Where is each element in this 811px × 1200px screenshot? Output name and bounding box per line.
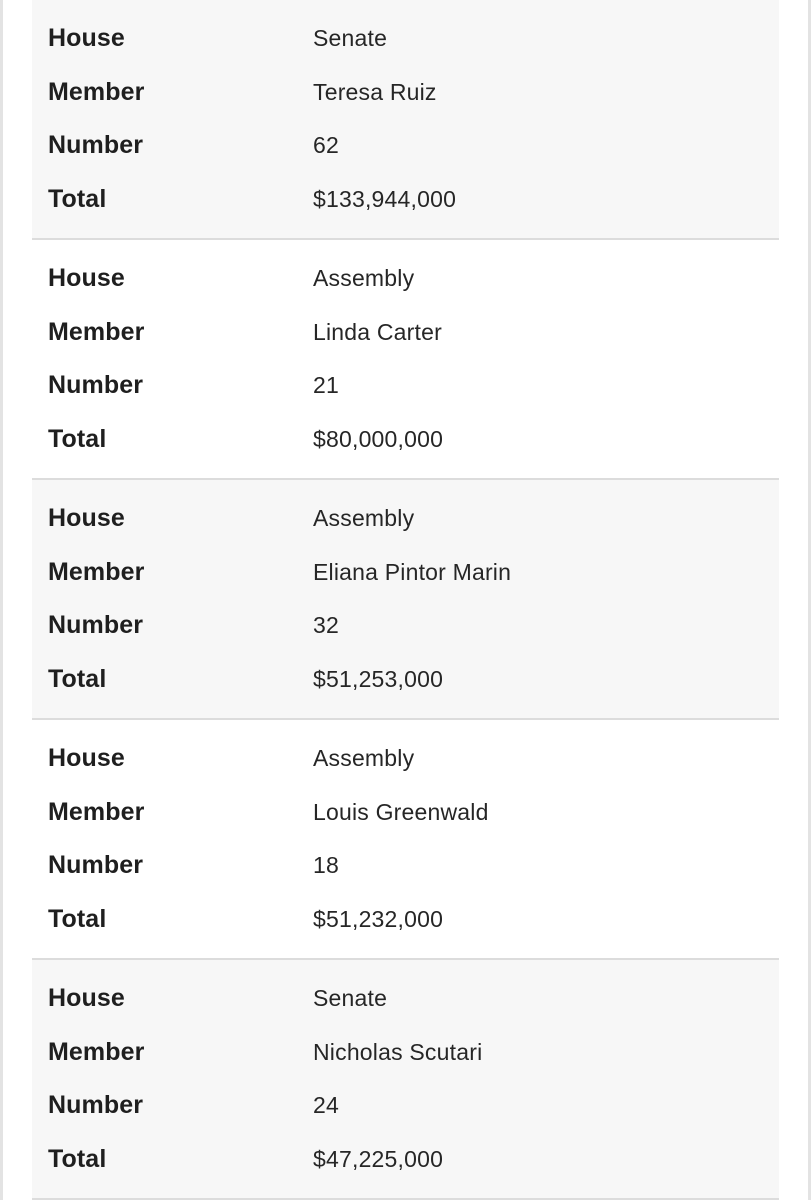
member-label: Member xyxy=(48,797,145,826)
total-row xyxy=(32,422,779,456)
member-row xyxy=(32,1035,779,1069)
member-row xyxy=(32,315,779,349)
total-value: $47,225,000 xyxy=(313,1145,444,1172)
number-row xyxy=(32,128,779,162)
house-value: Assembly xyxy=(313,744,415,771)
left-border xyxy=(0,0,3,1200)
house-label: House xyxy=(48,983,125,1012)
member-label: Member xyxy=(48,1037,145,1066)
number-row xyxy=(32,848,779,882)
house-row xyxy=(32,21,779,55)
house-label: House xyxy=(48,503,125,532)
house-label: House xyxy=(48,743,125,772)
number-label: Number xyxy=(48,850,144,879)
house-value: Senate xyxy=(313,24,388,51)
member-label: Member xyxy=(48,317,145,346)
number-label: Number xyxy=(48,370,144,399)
total-value: $51,232,000 xyxy=(313,905,444,932)
total-row xyxy=(32,902,779,936)
house-value: Assembly xyxy=(313,504,415,531)
record-card xyxy=(32,480,779,720)
number-row xyxy=(32,1088,779,1122)
house-row xyxy=(32,501,779,535)
total-label: Total xyxy=(48,424,107,453)
number-row xyxy=(32,368,779,402)
member-label: Member xyxy=(48,77,145,106)
number-value: 32 xyxy=(313,611,339,638)
number-value: 24 xyxy=(313,1091,339,1118)
total-row xyxy=(32,1142,779,1176)
total-label: Total xyxy=(48,1144,107,1173)
member-value: Teresa Ruiz xyxy=(313,78,437,105)
member-value: Louis Greenwald xyxy=(313,798,489,825)
member-value: Eliana Pintor Marin xyxy=(313,558,512,585)
number-row xyxy=(32,608,779,642)
number-value: 18 xyxy=(313,851,339,878)
house-row xyxy=(32,261,779,295)
member-label: Member xyxy=(48,557,145,586)
total-label: Total xyxy=(48,904,107,933)
record-card xyxy=(32,960,779,1200)
number-value: 21 xyxy=(313,371,339,398)
house-label: House xyxy=(48,23,125,52)
total-value: $80,000,000 xyxy=(313,425,444,452)
member-row xyxy=(32,555,779,589)
number-label: Number xyxy=(48,130,144,159)
total-label: Total xyxy=(48,664,107,693)
member-value: Linda Carter xyxy=(313,318,442,345)
number-value: 62 xyxy=(313,131,339,158)
number-label: Number xyxy=(48,610,144,639)
total-row xyxy=(32,182,779,216)
member-row xyxy=(32,75,779,109)
house-value: Assembly xyxy=(313,264,415,291)
number-label: Number xyxy=(48,1090,144,1119)
total-row xyxy=(32,662,779,696)
record-card xyxy=(32,720,779,960)
record-card xyxy=(32,240,779,480)
house-row xyxy=(32,981,779,1015)
record-card xyxy=(32,0,779,240)
total-label: Total xyxy=(48,184,107,213)
records-list xyxy=(32,0,779,1200)
member-row xyxy=(32,795,779,829)
total-value: $133,944,000 xyxy=(313,185,457,212)
house-label: House xyxy=(48,263,125,292)
house-row xyxy=(32,741,779,775)
member-value: Nicholas Scutari xyxy=(313,1038,483,1065)
house-value: Senate xyxy=(313,984,388,1011)
total-value: $51,253,000 xyxy=(313,665,444,692)
